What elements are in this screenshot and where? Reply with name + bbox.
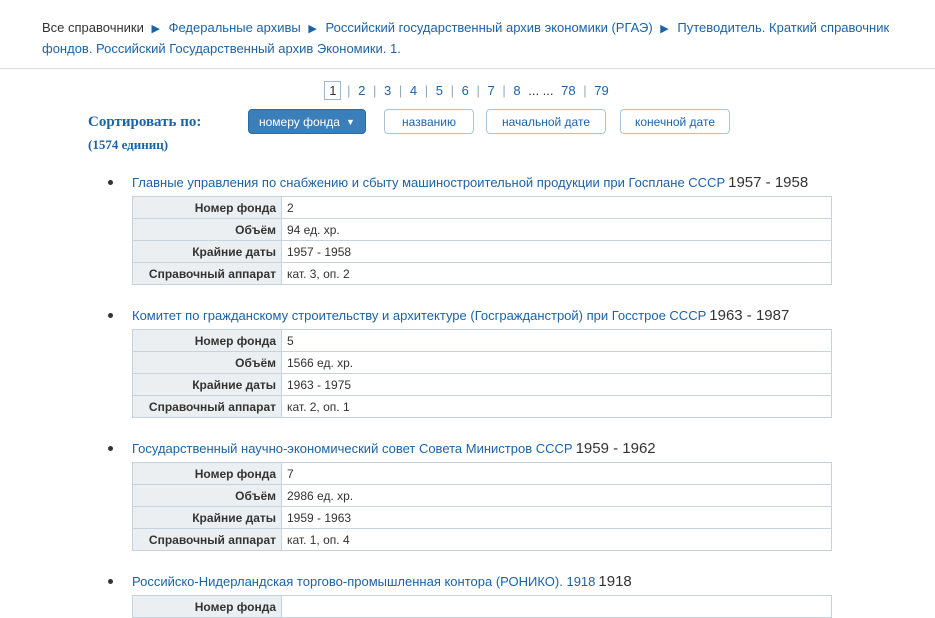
fond-title (132, 440, 935, 457)
pagination-bar: | (476, 83, 480, 98)
fond-title (132, 307, 935, 324)
row-value-volume: 1566 ед. хр. (282, 352, 832, 374)
fond-list (0, 168, 935, 618)
row-label-apparatus: Справочный аппарат (133, 263, 282, 285)
list-item (0, 174, 935, 285)
fond-title (132, 174, 935, 191)
sort-by-fond-number-button[interactable] (248, 109, 366, 134)
pagination-ellipsis: ... ... (528, 83, 554, 98)
results-count: (1574 единиц) (88, 137, 169, 152)
table-row (133, 263, 832, 285)
row-label-apparatus: Справочный аппарат (133, 529, 282, 551)
chevron-down-icon: ▼ (345, 117, 355, 128)
fond-title-link[interactable]: Комитет по гражданскому строительству и архитектуре (Госгражданстрой) при Госстрое СССР (132, 308, 707, 323)
row-label-volume: Объём (133, 352, 282, 374)
table-row (133, 374, 832, 396)
list-item (0, 573, 935, 618)
row-label-number: Номер фонда (133, 197, 282, 219)
fond-details-table (132, 329, 832, 418)
list-item (0, 307, 935, 418)
breadcrumb-item-3[interactable]: Путеводитель. Краткий справочник фондов. Российский Государственный архив Экономики. 1. (42, 20, 890, 56)
row-label-number: Номер фонда (133, 463, 282, 485)
breadcrumb-separator-icon: ▶ (151, 23, 160, 35)
row-value-number: 7 (282, 463, 832, 485)
fond-details-table (132, 595, 832, 618)
pagination-page-2[interactable]: 2 (358, 83, 366, 98)
pagination-page-7[interactable]: 7 (487, 83, 495, 98)
fond-details-table (132, 196, 832, 285)
fond-title-link[interactable]: Государственный научно-экономический совет Совета Министров СССР (132, 441, 573, 456)
row-value-number: 2 (282, 197, 832, 219)
pagination-bar: | (450, 83, 454, 98)
row-value-dates: 1957 - 1958 (282, 241, 832, 263)
pagination-page-8[interactable]: 8 (513, 83, 521, 98)
pagination-page-78[interactable]: 78 (561, 83, 576, 98)
pagination-current-page: 1 (324, 81, 341, 100)
table-row (133, 507, 832, 529)
row-label-apparatus: Справочный аппарат (133, 396, 282, 418)
breadcrumb (0, 0, 935, 69)
pagination-page-79[interactable]: 79 (594, 83, 609, 98)
pagination-page-5[interactable]: 5 (435, 83, 443, 98)
pagination-bar: | (347, 83, 351, 98)
table-row (133, 241, 832, 263)
row-value-apparatus: кат. 3, оп. 2 (282, 263, 832, 285)
table-row (133, 529, 832, 551)
breadcrumb-item-1[interactable]: Федеральные архивы (168, 20, 301, 35)
sort-bar (0, 104, 935, 168)
bullet-icon (108, 446, 113, 451)
bullet-icon (108, 313, 113, 318)
fond-title-dates: 1957 - 1958 (728, 174, 809, 191)
breadcrumb-separator-icon: ▶ (660, 23, 669, 35)
table-row (133, 352, 832, 374)
sort-by-end-date-button[interactable]: конечной дате (620, 109, 730, 134)
pagination-bar: | (372, 83, 377, 98)
sort-by-name-button[interactable]: названию (384, 109, 474, 134)
fond-title-link[interactable]: Российско-Нидерландская торгово-промышленная контора (РОНИКО). 1918 (132, 574, 596, 589)
row-value-apparatus: кат. 2, оп. 1 (282, 396, 832, 418)
row-label-number: Номер фонда (133, 330, 282, 352)
row-label-volume: Объём (133, 485, 282, 507)
fond-title (132, 573, 935, 590)
pagination-bar: | (424, 83, 429, 98)
sort-by-start-date-button[interactable]: начальной дате (486, 109, 606, 134)
pagination-page-3[interactable]: 3 (384, 83, 392, 98)
fond-title-link[interactable]: Главные управления по снабжению и сбыту машиностроительной продукции при Госплане СССР (132, 175, 726, 190)
breadcrumb-item-0[interactable]: Все справочники (42, 20, 144, 35)
table-row (133, 197, 832, 219)
row-label-volume: Объём (133, 219, 282, 241)
table-row (133, 396, 832, 418)
row-value-volume: 2986 ед. хр. (282, 485, 832, 507)
pagination-bar: | (583, 83, 587, 98)
fond-details-table (132, 462, 832, 551)
row-value-dates: 1963 - 1975 (282, 374, 832, 396)
row-value-volume: 94 ед. хр. (282, 219, 832, 241)
row-value-number: 5 (282, 330, 832, 352)
breadcrumb-separator-icon: ▶ (308, 23, 317, 35)
table-row (133, 219, 832, 241)
list-item (0, 440, 935, 551)
row-label-number: Номер фонда (133, 596, 282, 618)
fond-title-dates: 1918 (598, 573, 632, 590)
pagination-page-6[interactable]: 6 (461, 83, 469, 98)
row-label-dates: Крайние даты (133, 374, 282, 396)
row-value-apparatus: кат. 1, оп. 4 (282, 529, 832, 551)
sort-label: Сортировать по: (88, 114, 202, 130)
breadcrumb-item-2[interactable]: Российский государственный архив экономики (РГАЭ) (325, 20, 653, 35)
row-value-number (282, 596, 832, 618)
table-row (133, 485, 832, 507)
bullet-icon (108, 579, 113, 584)
table-row (133, 596, 832, 618)
pagination-bar: | (502, 83, 506, 98)
row-value-dates: 1959 - 1963 (282, 507, 832, 529)
fond-title-dates: 1963 - 1987 (709, 307, 790, 324)
row-label-dates: Крайние даты (133, 241, 282, 263)
fond-title-dates: 1959 - 1962 (575, 440, 656, 457)
sort-by-fond-number-label: номеру фонда (259, 115, 340, 129)
row-label-dates: Крайние даты (133, 507, 282, 529)
bullet-icon (108, 180, 113, 185)
table-row (133, 463, 832, 485)
table-row (133, 330, 832, 352)
pagination-page-4[interactable]: 4 (409, 83, 418, 98)
pagination (0, 69, 935, 104)
pagination-bar: | (398, 83, 403, 98)
